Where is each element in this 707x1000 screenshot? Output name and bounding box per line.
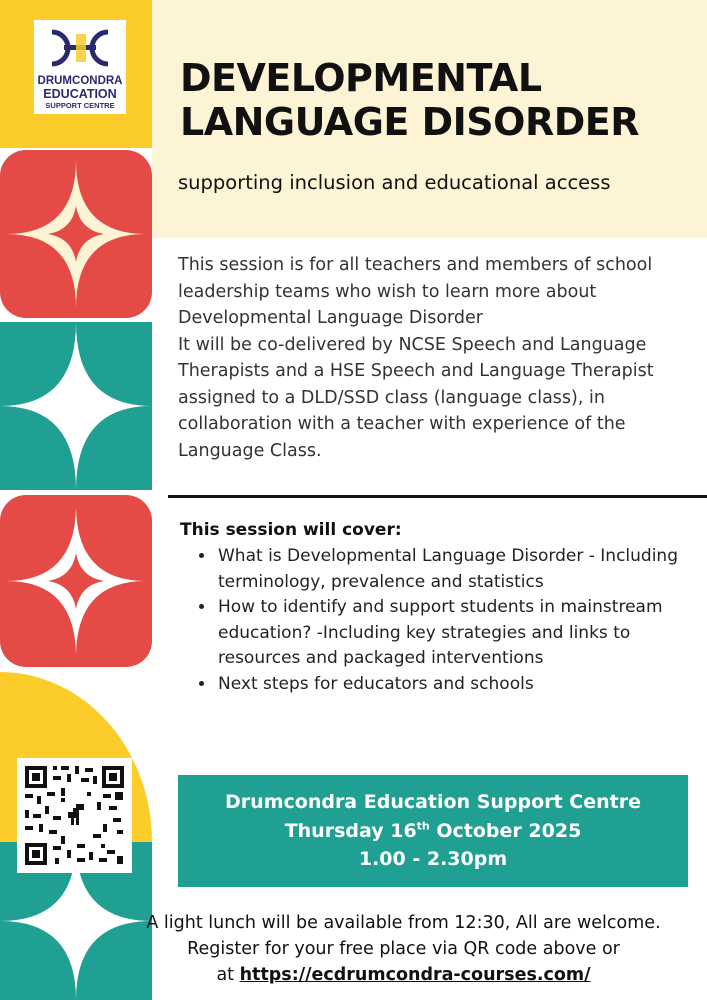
event-date-suffix: th bbox=[416, 819, 430, 833]
intro-paragraph-1: This session is for all teachers and members of school leadership teams who wish to learn more about Developmental Language Disorder bbox=[178, 255, 653, 328]
event-venue: Drumcondra Education Support Centre bbox=[225, 791, 641, 813]
page-title bbox=[180, 56, 700, 144]
event-date bbox=[178, 817, 688, 846]
logo-text-line2: EDUCATION bbox=[43, 87, 117, 101]
drumcondra-logo bbox=[34, 20, 126, 114]
event-details-box bbox=[178, 775, 688, 887]
title-line1: DEVELOPMENTAL bbox=[180, 56, 542, 100]
registration-link[interactable]: https://ecdrumcondra-courses.com/ bbox=[239, 965, 591, 985]
list-item: • Next steps for educators and schools bbox=[216, 672, 695, 698]
footer-text bbox=[100, 910, 707, 988]
cover-heading: This session will cover: bbox=[180, 520, 402, 540]
list-item: • How to identify and support students in mainstream education? -Including key strategies and links to resources and packaged interventions bbox=[216, 595, 695, 672]
dinosaur-icon bbox=[65, 802, 85, 828]
intro-text bbox=[178, 252, 698, 464]
footer-line-3-prefix: at bbox=[216, 965, 240, 985]
qr-code[interactable] bbox=[17, 758, 132, 873]
title-line2: LANGUAGE DISORDER bbox=[180, 100, 639, 144]
qr-code-icon bbox=[17, 758, 132, 873]
intro-paragraph-2: It will be co-delivered by NCSE Speech and Language Therapists and a HSE Speech and Language Therapist assigned to a DLD/SSD class (language class), in collaboration with a teacher with experience of the Language Class. bbox=[178, 334, 654, 461]
list-item: • What is Developmental Language Disorder - Including terminology, prevalence and statistics bbox=[216, 544, 695, 595]
event-date-prefix: Thursday 16 bbox=[284, 819, 417, 842]
footer-line-2: Register for your free place via QR code above or bbox=[187, 939, 620, 959]
logo-mark-icon bbox=[34, 24, 126, 72]
footer-line-3 bbox=[100, 962, 707, 988]
footer-line-1: A light lunch will be available from 12:30, All are welcome. bbox=[146, 913, 661, 933]
event-date-rest: October 2025 bbox=[429, 819, 582, 842]
session-cover-section bbox=[180, 518, 695, 697]
cover-list bbox=[180, 544, 695, 697]
section-divider bbox=[168, 495, 707, 498]
event-time: 1.00 - 2.30pm bbox=[358, 848, 508, 870]
subtitle: supporting inclusion and educational access bbox=[178, 171, 611, 194]
decorative-side-panel bbox=[0, 0, 152, 1000]
logo-text-line1: DRUMCONDRA bbox=[37, 75, 123, 87]
logo-text-line3: SUPPORT CENTRE bbox=[45, 101, 115, 110]
